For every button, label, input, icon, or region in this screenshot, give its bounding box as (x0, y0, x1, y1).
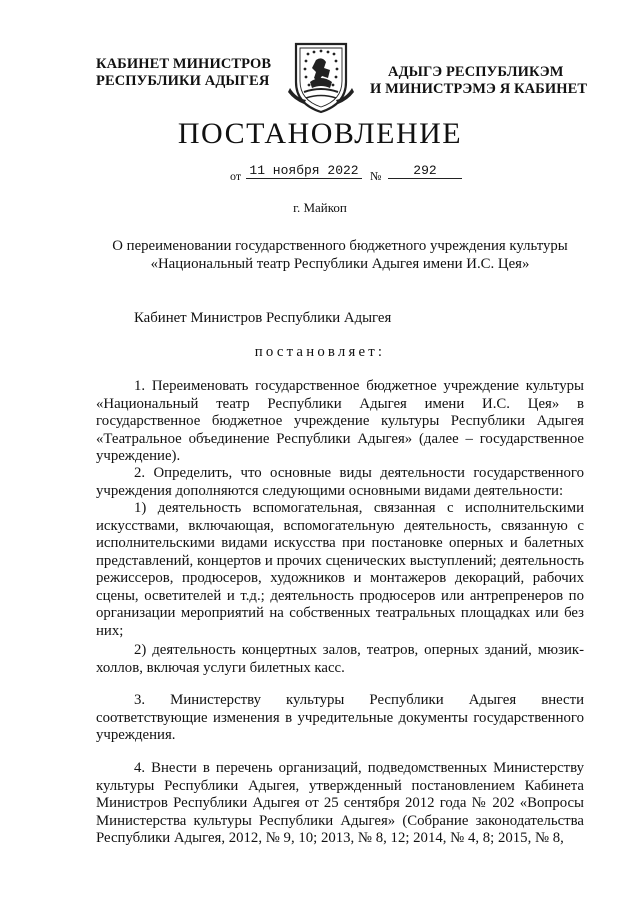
header-right-line-1: АДЫГЭ РЕСПУБЛИКЭМ (388, 64, 564, 80)
number-value: 292 (388, 163, 462, 179)
header-right-line-2: И МИНИСТРЭМЭ Я КАБИНЕТ (370, 81, 588, 97)
header-left-line-2: РЕСПУБЛИКИ АДЫГЕЯ (96, 73, 270, 89)
date-value: 11 ноября 2022 (246, 163, 362, 179)
header-left (96, 56, 271, 90)
item-3: 3. Министерству культуры Республики Адыгея внести соответствующие изменения в учредительные документы государственного учреждения. (96, 692, 584, 743)
item-2-sub-2: 2) деятельность концертных залов, театров, оперных зданий, мюзик-холлов, включая услуги билетных касс. (96, 642, 584, 676)
subject-line-1: О переименовании государственного бюджетного учреждения культуры (112, 238, 568, 254)
item-2-sub-1: 1) деятельность вспомогательная, связанная с исполнительскими искусствами, включающая, вспомогательную деятельность, связанную с исполнительскими видами искусства при постановке оперных и балетных представлений, концертов и прочих сценических выступлений; деятельность режиссеров, продюсеров, художников и монтажеров декораций, рабочих сцены, осветителей и т.д.; деятельность продюсеров или антрепренеров по организации мероприятий на собственных театральных площадках или без них; (96, 500, 584, 639)
item-2-intro: 2. Определить, что основные виды деятельности государственного учреждения дополняются следующими основными видами деятельности: (96, 465, 584, 499)
issuer: Кабинет Министров Республики Адыгея (134, 310, 392, 326)
city: г. Майкоп (293, 200, 347, 215)
item-4: 4. Внести в перечень организаций, подведомственных Министерству культуры Республики Адыгея, утвержденный постановлением Кабинета Министров Республики Адыгея от 25 сентября 2012 года № 202 «Вопросы Министерства культуры Республики Адыгея» (Собрание законодательства Республики Адыгея, 2012, № 9, 10; 2013, № 8, 12; 2014, № 4, 8; 2015, № 8, (96, 760, 584, 846)
header-right (370, 64, 587, 98)
date-number-line (230, 161, 470, 185)
subject-line-2: «Национальный театр Республики Адыгея имени И.С. Цея» (150, 256, 530, 272)
document-title: ПОСТАНОВЛЕНИЕ (177, 117, 463, 150)
date-prefix: от (230, 169, 242, 183)
coat-of-arms-emblem (286, 38, 356, 114)
number-prefix: № (370, 169, 382, 183)
item-1: 1. Переименовать государственное бюджетное учреждение культуры «Национальный театр Республики Адыгея имени И.С. Цея» в государственное бюджетное учреждение культуры Республики Адыгея «Театральное объединение Республики Адыгея» (далее – государственное учреждение). (96, 378, 584, 464)
header-left-line-1: КАБИНЕТ МИНИСТРОВ (96, 56, 272, 72)
document-subject (60, 237, 620, 273)
resolves-word: постановляет: (254, 344, 386, 360)
